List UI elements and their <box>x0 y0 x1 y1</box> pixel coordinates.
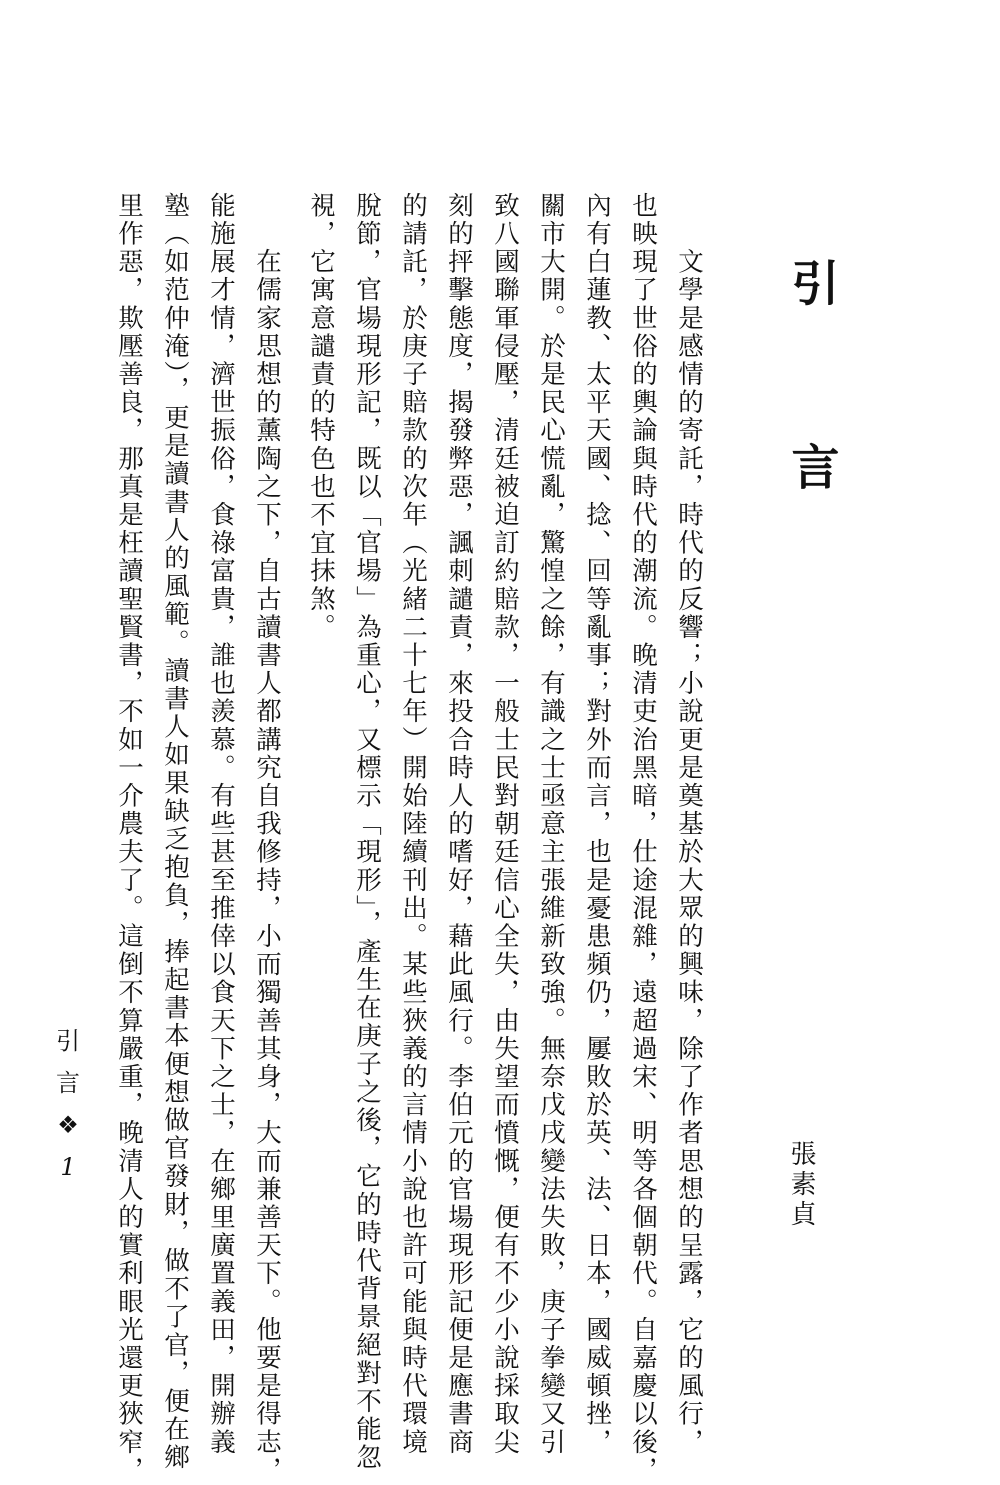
body-line: 能施展才情，濟世振俗，食祿富貴，誰也羨慕。有些甚至推倖以食天下之士，在鄉里廣置義田，開辦義 <box>206 192 236 1457</box>
body-line: 內有白蓮教、太平天國、捻、回等亂事；對外而言，也是憂患頻仍，屢敗於英、法、日本，國威頓挫， <box>582 192 612 1457</box>
author-name: 張素貞 <box>786 1140 816 1230</box>
body-line: 關市大開。於是民心慌亂，驚惶之餘，有識之士亟意主張維新致強。無奈戊戌變法失敗，庚子拳變又引 <box>536 192 566 1457</box>
page-number: 1 <box>60 1153 76 1181</box>
body-line: 在儒家思想的薰陶之下，自古讀書人都講究自我修持，小而獨善其身，大而兼善天下。他要是得志， <box>252 192 282 1485</box>
body-line: 塾（如范仲淹），更是讀書人的風範。讀書人如果缺乏抱負，捧起書本便想做官發財，做不了官，便在鄉 <box>160 192 190 1472</box>
body-line: 里作惡，欺壓善良，那真是枉讀聖賢書，不如一介農夫了。這倒不算嚴重，晚清人的實利眼光還更狹窄， <box>114 192 144 1485</box>
page-title: 引 言 <box>783 258 839 534</box>
body-line: 致八國聯軍侵壓，清廷被迫訂約賠款，一般士民對朝廷信心全失，由失望而憤慨，便有不少小說採取尖 <box>490 192 520 1457</box>
body-line: 刻的抨擊態度，揭發弊惡，諷刺譴責，來投合時人的嗜好，藉此風行。李伯元的官場現形記便是應書商 <box>444 192 474 1457</box>
body-line: 視，它寓意譴責的特色也不宜抹煞。 <box>306 192 336 642</box>
body-line: 文學是感情的寄託，時代的反響；小說更是奠基於大眾的興味，除了作者思想的呈露，它的風行， <box>674 192 704 1457</box>
body-line: 的請託，於庚子賠款的次年（光緒二十七年）開始陸續刊出。某些狹義的言情小說也許可能與時代環境 <box>398 192 428 1457</box>
footer-title-char: 引 <box>56 1027 80 1055</box>
body-line: 脫節，官場現形記，既以「官場」為重心，又標示「現形」，產生在庚子之後，它的時代背景絕對不能忽 <box>352 192 382 1472</box>
ornament-icon: ❖ <box>57 1111 79 1139</box>
page-footer <box>48 1020 88 1188</box>
footer-title-char: 言 <box>56 1069 80 1097</box>
body-line: 也映現了世俗的輿論與時代的潮流。晚清吏治黑暗，仕途混雜，遠超過宋、明等各個朝代。自嘉慶以後， <box>628 192 658 1485</box>
